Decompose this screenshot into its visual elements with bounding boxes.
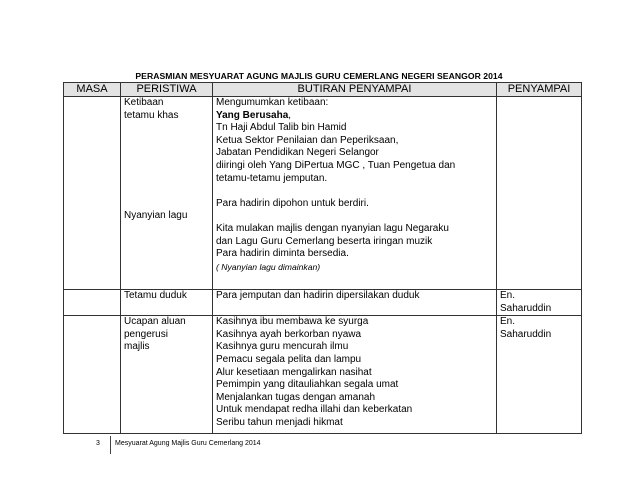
butiran-line (216, 110, 494, 123)
peristiwa-text: majlis (124, 341, 150, 353)
header-penyampai: PENYAMPAI (497, 83, 582, 97)
butiran-line: Para hadirin dipohon untuk berdiri. (216, 197, 369, 209)
peristiwa-text: Ucapan aluan (124, 316, 186, 328)
peristiwa-text: Nyanyian lagu (124, 210, 188, 222)
penyampai-text: En. (500, 290, 516, 301)
peristiwa-cell (121, 97, 213, 290)
penyampai-cell (497, 290, 582, 316)
peristiwa-text: pengerusi (124, 328, 168, 340)
butiran-note: ( Nyanyian lagu dimainkan) (216, 261, 321, 272)
footer-text: Mesyuarat Agung Majlis Guru Cemerlang 2014 (115, 440, 261, 447)
peristiwa-cell (121, 316, 213, 434)
butiran-cell (213, 97, 497, 290)
butiran-line: diiringi oleh Yang DiPertua MGC , Tuan Pengetua dan (216, 159, 456, 171)
masa-cell (64, 97, 121, 290)
header-peristiwa: PERISTIWA (121, 83, 213, 97)
butiran-line: Alur kesetiaan mengalirkan nasihat (216, 366, 372, 378)
page-title: PERASMIAN MESYUARAT AGUNG MAJLIS GURU CEMERLANG NEGERI SEANGOR 2014 (135, 71, 503, 81)
butiran-line: dan Lagu Guru Cemerlang beserta iringan muzik (216, 235, 433, 247)
butiran-line: Menjalankan tugas dengan amanah (216, 391, 376, 403)
peristiwa-text: Tetamu duduk (124, 290, 187, 301)
penyampai-cell (497, 97, 582, 290)
penyampai-cell (497, 316, 582, 434)
butiran-cell (213, 316, 497, 434)
peristiwa-cell (121, 290, 213, 316)
agenda-table (63, 82, 582, 434)
table-row (64, 316, 582, 434)
masa-cell (64, 316, 121, 434)
page-number: 3 (96, 440, 100, 447)
penyampai-text: Saharuddin (500, 328, 552, 340)
butiran-bold-text: Yang Berusaha (216, 109, 289, 121)
butiran-line: Kasihnya guru mencurah ilmu (216, 341, 349, 353)
butiran-line: Untuk mendapat redha illahi dan keberkatan (216, 404, 413, 416)
butiran-line: Jabatan Pendidikan Negeri Selangor (216, 147, 379, 159)
butiran-line: Pemimpin yang ditauliahkan segala umat (216, 379, 399, 391)
penyampai-text: Saharuddin (500, 302, 552, 314)
peristiwa-text: tetamu khas (124, 109, 179, 121)
table-header-row (64, 83, 582, 97)
masa-cell (64, 290, 121, 316)
butiran-line: Para hadirin diminta bersedia. (216, 248, 349, 260)
header-masa: MASA (64, 83, 121, 97)
page-footer (89, 436, 589, 454)
butiran-line: Tn Haji Abdul Talib bin Hamid (216, 122, 347, 134)
header-butiran: BUTIRAN PENYAMPAI (213, 83, 497, 97)
butiran-line: Para jemputan dan hadirin dipersilakan duduk (216, 290, 420, 301)
butiran-line: Pemacu segala pelita dan lampu (216, 353, 362, 365)
peristiwa-text: Ketibaan (124, 97, 164, 108)
butiran-line: Mengumumkan ketibaan: (216, 97, 329, 108)
butiran-line: tetamu-tetamu jemputan. (216, 172, 328, 184)
penyampai-text: En. (500, 316, 516, 328)
butiran-line: Kita mulakan majlis dengan nyanyian lagu Negaraku (216, 222, 449, 234)
table-row (64, 97, 582, 290)
butiran-comma: , (288, 109, 292, 121)
butiran-line: Ketua Sektor Penilaian dan Peperiksaan, (216, 134, 399, 146)
butiran-line: Seribu tahun menjadi hikmat (216, 416, 343, 428)
footer-divider (110, 436, 111, 454)
butiran-line: Kasihnya ibu membawa ke syurga (216, 316, 369, 328)
table-row (64, 290, 582, 316)
butiran-line: Kasihnya ayah berkorban nyawa (216, 328, 362, 340)
butiran-cell (213, 290, 497, 316)
